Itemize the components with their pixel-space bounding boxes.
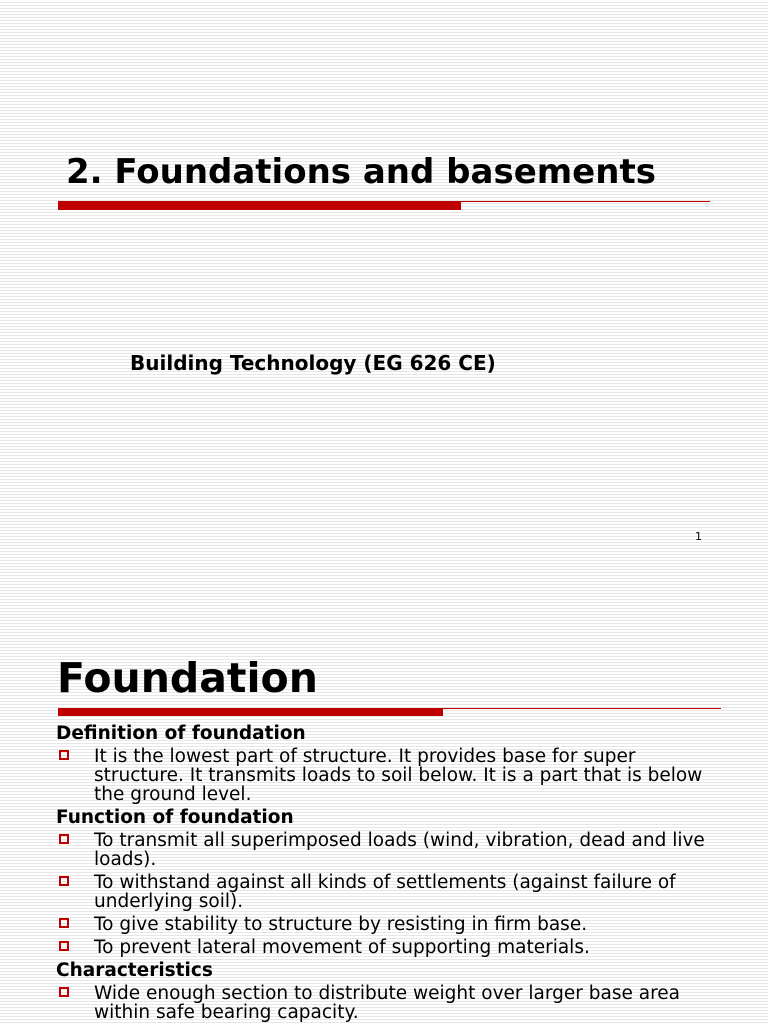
- slide-content: [56, 724, 726, 1024]
- bullet-text: To withstand against all kinds of settlements (against failure of underlying soil).: [94, 872, 676, 912]
- title-underline-thin: [461, 201, 710, 202]
- title-underline-thin: [443, 708, 721, 709]
- bullet-item: [56, 747, 726, 804]
- hollow-square-bullet-icon: [59, 918, 69, 928]
- slide-subtitle: Building Technology (EG 626 CE): [130, 351, 496, 375]
- section-heading: Function of foundation: [56, 807, 294, 828]
- section-heading: Definition of foundation: [56, 723, 306, 744]
- hollow-square-bullet-icon: [59, 987, 69, 997]
- bullet-text: To give stability to structure by resisting in firm base.: [94, 914, 588, 935]
- slide-title: Foundation: [57, 654, 318, 702]
- hollow-square-bullet-icon: [59, 834, 69, 844]
- bullet-item: [56, 873, 726, 911]
- bullet-item: [56, 831, 726, 869]
- bullet-text: Wide enough section to distribute weight over larger base area within safe bearing capacity.: [94, 983, 680, 1023]
- bullet-item: [56, 984, 726, 1022]
- hollow-square-bullet-icon: [59, 876, 69, 886]
- hollow-square-bullet-icon: [59, 750, 69, 760]
- bullet-text: To transmit all superimposed loads (wind, vibration, dead and live loads).: [94, 830, 705, 870]
- slide-title: 2. Foundations and basements: [66, 152, 656, 192]
- bullet-item: [56, 938, 726, 957]
- bullet-text: It is the lowest part of structure. It provides base for super structure. It transmits loads to soil below. It is a part that is below the ground level.: [94, 746, 703, 805]
- title-underline-thick: [58, 201, 461, 210]
- bullet-item: [56, 915, 726, 934]
- section-heading: Characteristics: [56, 960, 213, 981]
- hollow-square-bullet-icon: [59, 941, 69, 951]
- title-underline-thick: [58, 708, 443, 716]
- slide-2: [0, 620, 768, 1024]
- bullet-text: To prevent lateral movement of supporting materials.: [94, 937, 590, 958]
- page-number: 1: [695, 530, 702, 543]
